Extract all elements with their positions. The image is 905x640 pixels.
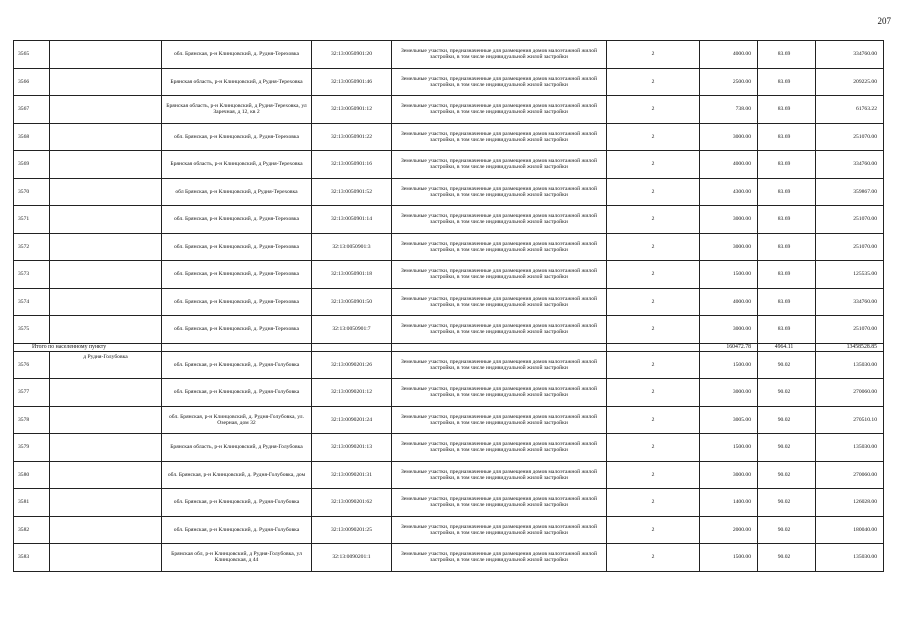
row-group-code: 2 bbox=[607, 123, 700, 151]
row-settlement bbox=[50, 379, 162, 407]
row-cadastral-number: 32:13:0090201:1 bbox=[312, 544, 392, 572]
row-cadastral-number: 32:13:0050901:14 bbox=[312, 206, 392, 234]
row-number: 3583 bbox=[14, 544, 50, 572]
row-cadastral-number: 32:13:0090201:31 bbox=[312, 461, 392, 489]
table-row bbox=[14, 261, 884, 289]
row-area: 3000.00 bbox=[700, 206, 758, 234]
row-number: 3571 bbox=[14, 206, 50, 234]
row-settlement bbox=[50, 489, 162, 517]
row-address: обл. Брянская, р-н Клинцовский, д. Рудня-Тереховка bbox=[162, 123, 312, 151]
row-address: обл. Брянская, р-н Клинцовский, д. Рудня-Тереховка bbox=[162, 288, 312, 316]
subtotal-rate: 4964.11 bbox=[758, 343, 816, 351]
row-cadastral-value: 334760.00 bbox=[816, 41, 884, 69]
row-address: обл. Брянская, р-н Клинцовский, д. Рудня-Голубовка, ул. Озерная, дом 32 bbox=[162, 406, 312, 434]
row-address: обл. Брянская, р-н Клинцовский, д. Рудня-Тереховка bbox=[162, 41, 312, 69]
row-rate: 83.69 bbox=[758, 41, 816, 69]
row-group-code: 2 bbox=[607, 233, 700, 261]
table-row bbox=[14, 96, 884, 124]
row-cadastral-number: 32:13:0090201:62 bbox=[312, 489, 392, 517]
row-cadastral-value: 135030.00 bbox=[816, 351, 884, 379]
table-row bbox=[14, 406, 884, 434]
row-area: 4000.00 bbox=[700, 288, 758, 316]
row-group-code: 2 bbox=[607, 206, 700, 234]
row-cadastral-value: 270060.00 bbox=[816, 461, 884, 489]
row-permitted-use: Земельные участки, предназначенные для размещения домов малоэтажной жилой застройки, в том числе индивидуальной жилой застройки bbox=[392, 461, 607, 489]
row-number: 3579 bbox=[14, 434, 50, 462]
row-group-code: 2 bbox=[607, 178, 700, 206]
row-cadastral-value: 334760.00 bbox=[816, 151, 884, 179]
row-rate: 90.02 bbox=[758, 461, 816, 489]
row-group-code: 2 bbox=[607, 316, 700, 344]
row-cadastral-value: 209225.00 bbox=[816, 68, 884, 96]
subtotal-empty bbox=[607, 343, 700, 351]
table-row bbox=[14, 151, 884, 179]
row-number: 3576 bbox=[14, 351, 50, 379]
row-settlement bbox=[50, 96, 162, 124]
row-number: 3580 bbox=[14, 461, 50, 489]
row-settlement bbox=[50, 178, 162, 206]
row-number: 3572 bbox=[14, 233, 50, 261]
row-permitted-use: Земельные участки, предназначенные для размещения домов малоэтажной жилой застройки, в том числе индивидуальной жилой застройки bbox=[392, 434, 607, 462]
row-address: обл. Брянская, р-н Клинцовский, д. Рудня-Тереховка bbox=[162, 261, 312, 289]
row-number: 3569 bbox=[14, 151, 50, 179]
table-row bbox=[14, 233, 884, 261]
subtotal-row bbox=[14, 343, 884, 351]
row-area: 3000.00 bbox=[700, 379, 758, 407]
row-address: Брянская обл, р-н Клинцовский, д Рудня-Голубовка, ул Клинцовская, д 44 bbox=[162, 544, 312, 572]
row-settlement bbox=[50, 406, 162, 434]
row-address: Брянская область, р-н Клинцовский, д Рудня-Тереховка bbox=[162, 68, 312, 96]
table-row bbox=[14, 434, 884, 462]
row-settlement bbox=[50, 434, 162, 462]
subtotal-empty bbox=[312, 343, 392, 351]
row-number: 3577 bbox=[14, 379, 50, 407]
table-row bbox=[14, 379, 884, 407]
row-cadastral-number: 32:13:0050901:7 bbox=[312, 316, 392, 344]
row-permitted-use: Земельные участки, предназначенные для размещения домов малоэтажной жилой застройки, в том числе индивидуальной жилой застройки bbox=[392, 96, 607, 124]
row-permitted-use: Земельные участки, предназначенные для размещения домов малоэтажной жилой застройки, в том числе индивидуальной жилой застройки bbox=[392, 261, 607, 289]
row-cadastral-number: 32:13:0090201:26 bbox=[312, 351, 392, 379]
row-area: 2500.00 bbox=[700, 68, 758, 96]
row-group-code: 2 bbox=[607, 151, 700, 179]
row-area: 2000.00 bbox=[700, 516, 758, 544]
row-permitted-use: Земельные участки, предназначенные для размещения домов малоэтажной жилой застройки, в том числе индивидуальной жилой застройки bbox=[392, 516, 607, 544]
row-rate: 83.69 bbox=[758, 96, 816, 124]
row-rate: 83.69 bbox=[758, 288, 816, 316]
row-address: обл. Брянская, р-н Клинцовский, д. Рудня-Голубовка bbox=[162, 351, 312, 379]
row-cadastral-number: 32:13:0090201:25 bbox=[312, 516, 392, 544]
row-cadastral-value: 125535.00 bbox=[816, 261, 884, 289]
row-cadastral-number: 32:13:0050901:3 bbox=[312, 233, 392, 261]
row-address: Брянская область, р-н Клинцовский, д Рудня-Тереховка bbox=[162, 151, 312, 179]
table-body-bottom bbox=[14, 351, 884, 571]
row-group-code: 2 bbox=[607, 406, 700, 434]
row-rate: 90.02 bbox=[758, 379, 816, 407]
row-cadastral-value: 61763.22 bbox=[816, 96, 884, 124]
row-number: 3573 bbox=[14, 261, 50, 289]
row-area: 3000.00 bbox=[700, 123, 758, 151]
row-address: обл. Брянская, р-н Клинцовский, д. Рудня-Тереховка bbox=[162, 316, 312, 344]
subtotal-empty bbox=[162, 343, 312, 351]
table-row bbox=[14, 68, 884, 96]
row-settlement bbox=[50, 316, 162, 344]
row-group-code: 2 bbox=[607, 68, 700, 96]
row-group-code: 2 bbox=[607, 434, 700, 462]
row-cadastral-number: 32:13:0050901:46 bbox=[312, 68, 392, 96]
row-address: обл. Брянская, р-н Клинцовский, д. Рудня-Голубовка, дом bbox=[162, 461, 312, 489]
row-number: 3578 bbox=[14, 406, 50, 434]
row-rate: 83.69 bbox=[758, 151, 816, 179]
row-group-code: 2 bbox=[607, 516, 700, 544]
table-row bbox=[14, 489, 884, 517]
row-settlement bbox=[50, 206, 162, 234]
row-cadastral-number: 32:13:0050901:12 bbox=[312, 96, 392, 124]
row-cadastral-number: 32:13:0090201:13 bbox=[312, 434, 392, 462]
row-number: 3567 bbox=[14, 96, 50, 124]
subtotal-label: Итого по населенному пункту bbox=[14, 343, 162, 351]
row-permitted-use: Земельные участки, предназначенные для размещения домов малоэтажной жилой застройки, в том числе индивидуальной жилой застройки bbox=[392, 233, 607, 261]
row-area: 4300.00 bbox=[700, 178, 758, 206]
row-area: 738.00 bbox=[700, 96, 758, 124]
row-cadastral-value: 180040.00 bbox=[816, 516, 884, 544]
row-rate: 90.02 bbox=[758, 489, 816, 517]
row-number: 3566 bbox=[14, 68, 50, 96]
row-settlement bbox=[50, 544, 162, 572]
subtotal-value: 13458528.85 bbox=[816, 343, 884, 351]
row-cadastral-value: 251070.00 bbox=[816, 206, 884, 234]
row-rate: 90.02 bbox=[758, 516, 816, 544]
row-address: обл. Брянская, р-н Клинцовский, д. Рудня-Голубовка bbox=[162, 489, 312, 517]
subtotal-area: 160472.78 bbox=[700, 343, 758, 351]
row-settlement bbox=[50, 261, 162, 289]
land-registry-table bbox=[13, 40, 884, 572]
row-number: 3570 bbox=[14, 178, 50, 206]
row-rate: 83.69 bbox=[758, 261, 816, 289]
row-rate: 83.69 bbox=[758, 316, 816, 344]
row-cadastral-number: 32:13:0090201:24 bbox=[312, 406, 392, 434]
row-area: 1500.00 bbox=[700, 261, 758, 289]
row-permitted-use: Земельные участки, предназначенные для размещения домов малоэтажной жилой застройки, в том числе индивидуальной жилой застройки bbox=[392, 489, 607, 517]
row-number: 3574 bbox=[14, 288, 50, 316]
row-number: 3582 bbox=[14, 516, 50, 544]
row-address: обл. Брянская, р-н Клинцовский, д. Рудня-Тереховка bbox=[162, 233, 312, 261]
row-permitted-use: Земельные участки, предназначенные для размещения домов малоэтажной жилой застройки, в том числе индивидуальной жилой застройки bbox=[392, 151, 607, 179]
row-cadastral-value: 135030.00 bbox=[816, 544, 884, 572]
row-settlement bbox=[50, 516, 162, 544]
row-settlement bbox=[50, 233, 162, 261]
row-area: 1500.00 bbox=[700, 544, 758, 572]
row-cadastral-value: 126028.00 bbox=[816, 489, 884, 517]
row-settlement bbox=[50, 288, 162, 316]
row-group-code: 2 bbox=[607, 41, 700, 69]
row-permitted-use: Земельные участки, предназначенные для размещения домов малоэтажной жилой застройки, в том числе индивидуальной жилой застройки bbox=[392, 351, 607, 379]
row-permitted-use: Земельные участки, предназначенные для размещения домов малоэтажной жилой застройки, в том числе индивидуальной жилой застройки bbox=[392, 544, 607, 572]
row-address: Брянская область, р-н Клинцовский, д Рудня-Тереховка, ул Заречная, д 12, кв 2 bbox=[162, 96, 312, 124]
row-rate: 90.02 bbox=[758, 351, 816, 379]
row-area: 3005.00 bbox=[700, 406, 758, 434]
row-address: обл Брянская, р-н Клинцовский, д Рудня-Тереховка bbox=[162, 178, 312, 206]
row-number: 3568 bbox=[14, 123, 50, 151]
row-address: обл. Брянская, р-н Клинцовский, д. Рудня-Голубовка bbox=[162, 516, 312, 544]
row-settlement bbox=[50, 68, 162, 96]
row-cadastral-number: 32:13:0090201:12 bbox=[312, 379, 392, 407]
table-row bbox=[14, 544, 884, 572]
row-rate: 83.69 bbox=[758, 233, 816, 261]
row-rate: 83.69 bbox=[758, 123, 816, 151]
row-cadastral-value: 251070.00 bbox=[816, 316, 884, 344]
row-cadastral-value: 334760.00 bbox=[816, 288, 884, 316]
table-body-top bbox=[14, 41, 884, 344]
row-cadastral-number: 32:13:0050901:18 bbox=[312, 261, 392, 289]
row-group-code: 2 bbox=[607, 489, 700, 517]
row-cadastral-number: 32:13:0050901:52 bbox=[312, 178, 392, 206]
row-number: 3575 bbox=[14, 316, 50, 344]
row-cadastral-value: 359867.00 bbox=[816, 178, 884, 206]
row-area: 1500.00 bbox=[700, 351, 758, 379]
row-cadastral-number: 32:13:0050901:50 bbox=[312, 288, 392, 316]
row-settlement: д Рудня-Голубовка bbox=[50, 351, 162, 379]
table-row bbox=[14, 461, 884, 489]
row-settlement bbox=[50, 123, 162, 151]
table-row bbox=[14, 123, 884, 151]
row-group-code: 2 bbox=[607, 351, 700, 379]
row-permitted-use: Земельные участки, предназначенные для размещения домов малоэтажной жилой застройки, в том числе индивидуальной жилой застройки bbox=[392, 123, 607, 151]
row-cadastral-number: 32:13:0050901:22 bbox=[312, 123, 392, 151]
row-permitted-use: Земельные участки, предназначенные для размещения домов малоэтажной жилой застройки, в том числе индивидуальной жилой застройки bbox=[392, 379, 607, 407]
row-group-code: 2 bbox=[607, 461, 700, 489]
row-group-code: 2 bbox=[607, 544, 700, 572]
row-cadastral-value: 135030.00 bbox=[816, 434, 884, 462]
row-cadastral-value: 270060.00 bbox=[816, 379, 884, 407]
table-row bbox=[14, 516, 884, 544]
table-row bbox=[14, 178, 884, 206]
row-address: Брянская область, р-н Клинцовский, д Рудня-Голубовка bbox=[162, 434, 312, 462]
table-row bbox=[14, 351, 884, 379]
row-permitted-use: Земельные участки, предназначенные для размещения домов малоэтажной жилой застройки, в том числе индивидуальной жилой застройки bbox=[392, 178, 607, 206]
row-address: обл. Брянская, р-н Клинцовский, д. Рудня-Тереховка bbox=[162, 206, 312, 234]
table-row bbox=[14, 316, 884, 344]
row-number: 3565 bbox=[14, 41, 50, 69]
row-cadastral-value: 270510.10 bbox=[816, 406, 884, 434]
row-group-code: 2 bbox=[607, 96, 700, 124]
row-rate: 83.69 bbox=[758, 68, 816, 96]
row-rate: 83.69 bbox=[758, 178, 816, 206]
row-area: 3000.00 bbox=[700, 316, 758, 344]
row-permitted-use: Земельные участки, предназначенные для размещения домов малоэтажной жилой застройки, в том числе индивидуальной жилой застройки bbox=[392, 406, 607, 434]
row-permitted-use: Земельные участки, предназначенные для размещения домов малоэтажной жилой застройки, в том числе индивидуальной жилой застройки bbox=[392, 288, 607, 316]
row-rate: 83.69 bbox=[758, 206, 816, 234]
table-row bbox=[14, 288, 884, 316]
row-number: 3581 bbox=[14, 489, 50, 517]
row-area: 3000.00 bbox=[700, 233, 758, 261]
row-area: 1500.00 bbox=[700, 434, 758, 462]
row-permitted-use: Земельные участки, предназначенные для размещения домов малоэтажной жилой застройки, в том числе индивидуальной жилой застройки bbox=[392, 68, 607, 96]
row-permitted-use: Земельные участки, предназначенные для размещения домов малоэтажной жилой застройки, в том числе индивидуальной жилой застройки bbox=[392, 206, 607, 234]
row-group-code: 2 bbox=[607, 379, 700, 407]
table-row bbox=[14, 41, 884, 69]
row-area: 3000.00 bbox=[700, 461, 758, 489]
row-cadastral-number: 32:13:0050901:16 bbox=[312, 151, 392, 179]
page-number: 207 bbox=[877, 16, 891, 26]
row-group-code: 2 bbox=[607, 288, 700, 316]
row-rate: 90.02 bbox=[758, 406, 816, 434]
row-settlement bbox=[50, 41, 162, 69]
table-row bbox=[14, 206, 884, 234]
subtotal-empty bbox=[392, 343, 607, 351]
row-area: 4000.00 bbox=[700, 41, 758, 69]
subtotal-section bbox=[14, 343, 884, 351]
row-rate: 90.02 bbox=[758, 544, 816, 572]
row-area: 1400.00 bbox=[700, 489, 758, 517]
row-permitted-use: Земельные участки, предназначенные для размещения домов малоэтажной жилой застройки, в том числе индивидуальной жилой застройки bbox=[392, 41, 607, 69]
row-cadastral-number: 32:13:0050901:20 bbox=[312, 41, 392, 69]
row-group-code: 2 bbox=[607, 261, 700, 289]
row-settlement bbox=[50, 461, 162, 489]
row-permitted-use: Земельные участки, предназначенные для размещения домов малоэтажной жилой застройки, в том числе индивидуальной жилой застройки bbox=[392, 316, 607, 344]
row-area: 4000.00 bbox=[700, 151, 758, 179]
row-cadastral-value: 251070.00 bbox=[816, 233, 884, 261]
row-rate: 90.02 bbox=[758, 434, 816, 462]
row-address: обл. Брянская, р-н Клинцовский, д. Рудня-Голубовка bbox=[162, 379, 312, 407]
row-settlement bbox=[50, 151, 162, 179]
row-cadastral-value: 251070.00 bbox=[816, 123, 884, 151]
